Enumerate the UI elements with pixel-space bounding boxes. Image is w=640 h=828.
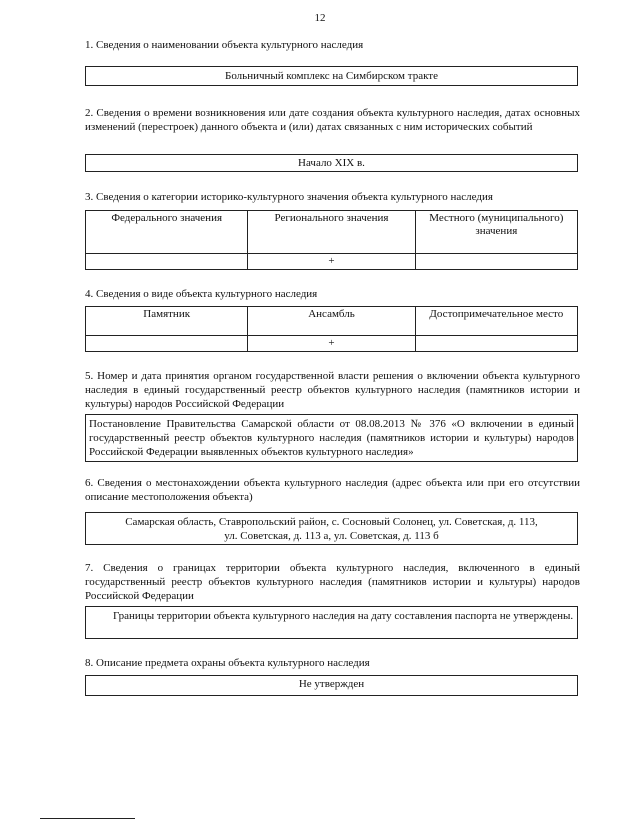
section2-heading: 2. Сведения о времени возникновения или дате создания объекта культурного наследия, датах основных изменений (перестроек) данного объекта и (или) датах связанных с ним исторических событий (85, 107, 580, 133)
section3-heading: 3. Сведения о категории историко-культурного значения объекта культурного наследия (85, 191, 493, 203)
category-federal: Федерального значения (86, 211, 248, 254)
section8-heading: 8. Описание предмета охраны объекта культурного наследия (85, 657, 370, 669)
section5-value (85, 414, 578, 462)
type-ensemble: Ансамбль (248, 307, 415, 336)
category-local: Местного (муниципального) значения (415, 211, 577, 254)
category-regional: Регионального значения (248, 211, 415, 254)
type-ensemble-mark: + (248, 336, 415, 352)
page-number: 12 (314, 12, 326, 24)
category-mark-row (86, 254, 578, 270)
section5-value-text: Постановление Правительства Самарской области от 08.08.2013 № 376 «О включении в единый государственный реестр объектов культурного наследия (памятников истории и культуры) народов Российской Федерации выявленных объектов культурного наследия» (89, 418, 574, 458)
section7-value-text: Границы территории объекта культурного наследия на дату составления паспорта не утверждены. (113, 610, 574, 622)
section7-value (85, 606, 578, 639)
type-monument: Памятник (86, 307, 248, 336)
type-mark-row (86, 336, 578, 352)
section1-value: Больничный комплекс на Симбирском тракте (85, 66, 578, 86)
section6-value (85, 512, 578, 545)
type-header-row (86, 307, 578, 336)
section1-heading: 1. Сведения о наименовании объекта культурного наследия (85, 39, 364, 51)
type-landmark-mark (415, 336, 577, 352)
category-regional-mark: + (248, 254, 415, 270)
section8-value: Не утвержден (85, 675, 578, 696)
category-table (85, 210, 578, 270)
category-header-row (86, 211, 578, 254)
type-monument-mark (86, 336, 248, 352)
type-table (85, 306, 578, 352)
type-landmark: Достопримечательное место (415, 307, 577, 336)
section6-address-line2: ул. Советская, д. 113 а, ул. Советская, д. 113 б (224, 530, 439, 542)
footer-divider (40, 818, 135, 819)
category-federal-mark (86, 254, 248, 270)
section6-address-line1: Самарская область, Ставропольский район, с. Сосновый Солонец, ул. Советская, д. 113, (125, 516, 538, 528)
section4-heading: 4. Сведения о виде объекта культурного наследия (85, 288, 318, 300)
section5-heading: 5. Номер и дата принятия органом государственной власти решения о включении объекта культурного наследия в единый государственный реестр объектов культурного наследия (памятников истории и культуры) народов Российской Федерации (85, 370, 580, 410)
category-local-mark (415, 254, 577, 270)
section7-heading: 7. Сведения о границах территории объекта культурного наследия, включенного в единый государственный реестр объектов культурного наследия (памятников истории и культуры) народов Российской Федерации (85, 562, 580, 602)
section6-heading: 6. Сведения о местонахождении объекта культурного наследия (адрес объекта или при его отсутствии описание местоположения объекта) (85, 477, 580, 503)
section2-value: Начало XIX в. (85, 154, 578, 172)
